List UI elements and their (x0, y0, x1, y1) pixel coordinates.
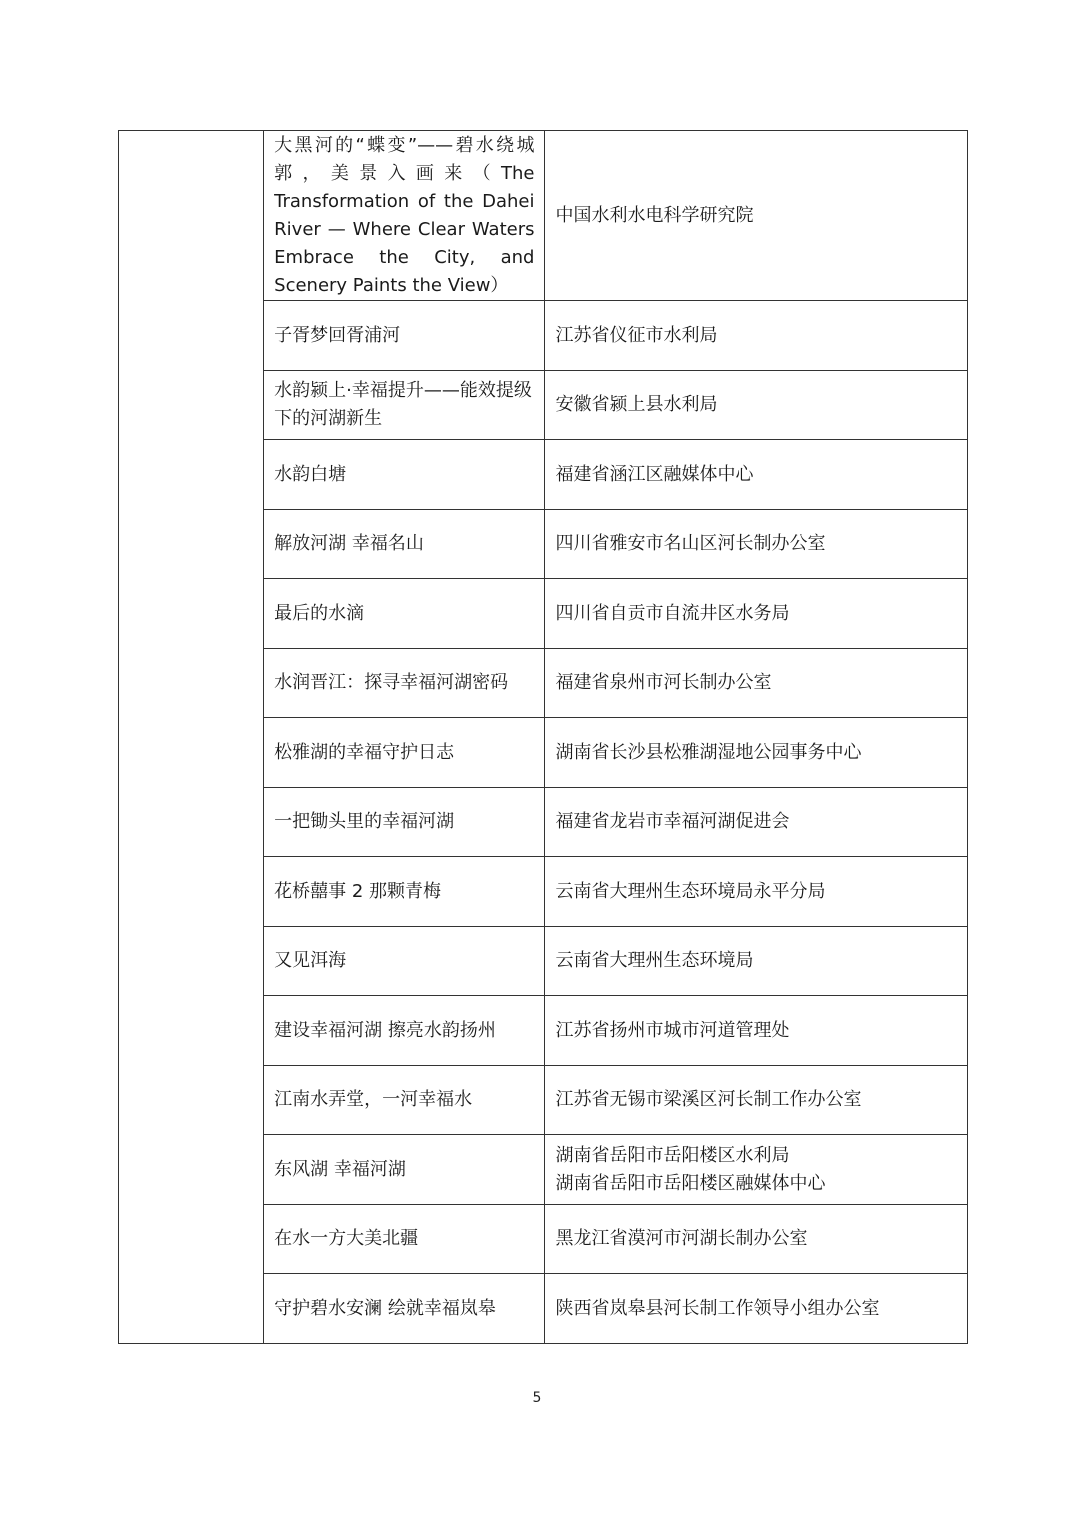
organization: 江苏省扬州市城市河道管理处 (545, 996, 968, 1066)
work-title: 子胥梦回胥浦河 (264, 301, 545, 371)
organization (545, 1135, 968, 1205)
work-title: 守护碧水安澜 绘就幸福岚皋 (264, 1274, 545, 1344)
organization: 四川省自贡市自流井区水务局 (545, 579, 968, 649)
organization: 云南省大理州生态环境局永平分局 (545, 857, 968, 927)
organization: 江苏省无锡市梁溪区河长制工作办公室 (545, 1066, 968, 1135)
organization: 安徽省颍上县水利局 (545, 371, 968, 440)
work-title: 又见洱海 (264, 927, 545, 996)
organization: 江苏省仪征市水利局 (545, 301, 968, 371)
organization: 中国水利水电科学研究院 (545, 131, 968, 301)
organization: 陕西省岚皋县河长制工作领导小组办公室 (545, 1274, 968, 1344)
organization-line: 湖南省岳阳市岳阳楼区融媒体中心 (555, 1172, 826, 1194)
table-row (119, 131, 968, 301)
organization: 福建省龙岩市幸福河湖促进会 (545, 788, 968, 857)
category-cell (119, 131, 264, 1344)
organization-line: 湖南省岳阳市岳阳楼区水利局 (555, 1144, 790, 1166)
organization: 湖南省长沙县松雅湖湿地公园事务中心 (545, 718, 968, 788)
work-title: 解放河湖 幸福名山 (264, 510, 545, 579)
work-title: 东风湖 幸福河湖 (264, 1135, 545, 1205)
work-title: 在水一方大美北疆 (264, 1205, 545, 1274)
page-number: 5 (532, 1390, 542, 1406)
work-title: 水润晋江：探寻幸福河湖密码 (264, 649, 545, 718)
works-table (118, 130, 968, 1344)
work-title: 建设幸福河湖 擦亮水韵扬州 (264, 996, 545, 1066)
work-title: 花桥囍事 2 那颗青梅 (264, 857, 545, 927)
work-title: 水韵白塘 (264, 440, 545, 510)
organization: 黑龙江省漠河市河湖长制办公室 (545, 1205, 968, 1274)
organization: 福建省泉州市河长制办公室 (545, 649, 968, 718)
work-title: 最后的水滴 (264, 579, 545, 649)
work-title: 松雅湖的幸福守护日志 (264, 718, 545, 788)
work-title: 大黑河的“蝶变”——碧水绕城郭，美景入画来（The Transformation of the Dahei River — Where Clear Waters Embrace the City, and Scenery Paints the View） (264, 131, 545, 301)
organization: 云南省大理州生态环境局 (545, 927, 968, 996)
work-title: 水韵颍上·幸福提升——能效提级下的河湖新生 (264, 371, 545, 440)
work-title: 江南水弄堂，一河幸福水 (264, 1066, 545, 1135)
organization: 福建省涵江区融媒体中心 (545, 440, 968, 510)
work-title: 一把锄头里的幸福河湖 (264, 788, 545, 857)
organization: 四川省雅安市名山区河长制办公室 (545, 510, 968, 579)
